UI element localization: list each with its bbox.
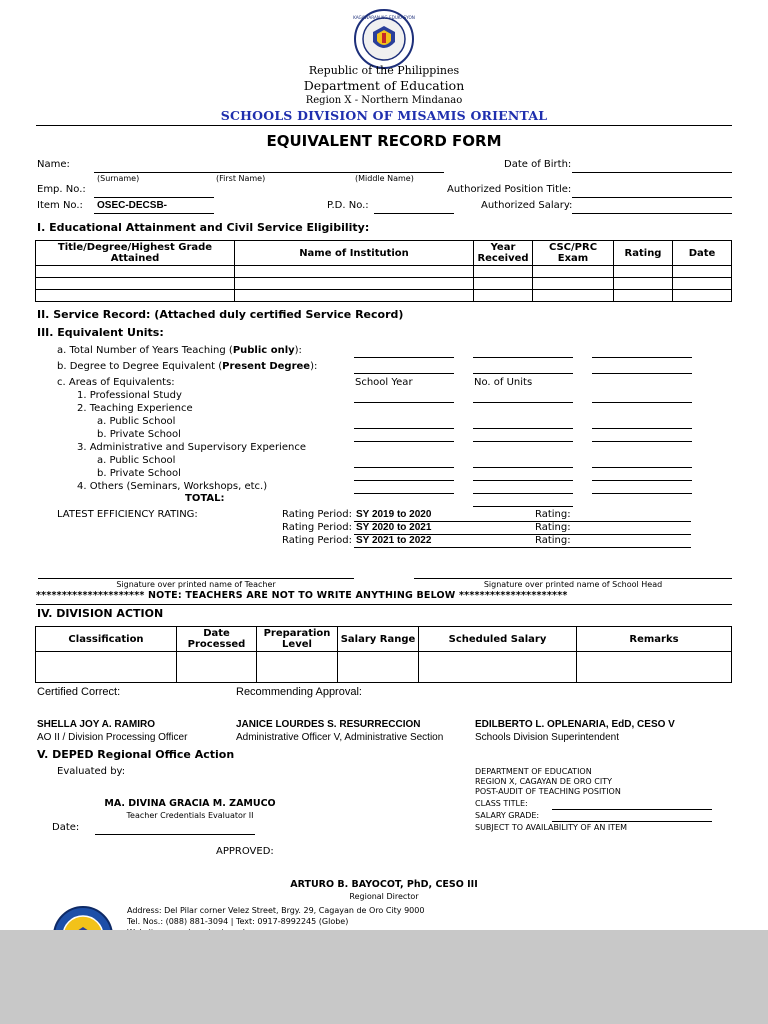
fill-line[interactable] [592,402,692,403]
rating-label-2: Rating: [535,522,571,533]
certified-correct: Certified Correct: [37,686,121,698]
item-3b: b. Private School [97,468,181,479]
fill-line[interactable] [592,467,692,468]
education-table [35,240,732,302]
deped-seal [353,8,415,70]
section3-title: III. Equivalent Units: [37,326,164,339]
fill-line[interactable] [473,373,573,374]
school-year-header: School Year [355,377,413,388]
date-line[interactable] [95,834,255,835]
fill-line[interactable] [592,441,692,442]
fill-line[interactable] [354,402,454,403]
approved-label: APPROVED: [216,846,274,857]
teacher-signature-caption: Signature over printed name of Teacher [116,580,276,589]
fill-line[interactable] [354,357,454,358]
section5-title: V. DEPED Regional Office Action [37,748,235,761]
fill-line[interactable] [354,428,454,429]
fill-line[interactable] [592,493,692,494]
header-rule [36,125,732,126]
note-rule [36,604,732,605]
rating-line-3[interactable] [354,547,691,548]
salary-grade-label: SALARY GRADE: [475,811,540,820]
right-line-3: POST-AUDIT OF TEACHING POSITION [475,787,621,796]
teacher-signature-line[interactable] [38,578,354,579]
sig1-title: AO II / Division Processing Officer [37,732,188,743]
edu-col-rating: Rating [614,241,673,266]
form-title: EQUIVALENT RECORD FORM [266,132,502,150]
dob-line[interactable] [572,172,732,173]
item-3: 3. Administrative and Supervisory Experience [77,442,306,453]
fill-line[interactable] [473,428,573,429]
auth-position-line[interactable] [572,197,732,198]
surname-caption: (Surname) [97,174,140,183]
firstname-caption: (First Name) [216,174,266,183]
div-col-salary-range: Salary Range [338,627,419,652]
sig1-name: SHELLA JOY A. RAMIRO [37,719,155,730]
edu-col-exam: CSC/PRC Exam [533,241,614,266]
table-row [36,290,732,302]
right-line-2: REGION X, CAGAYAN DE ORO CITY [475,777,612,786]
fill-line[interactable] [592,480,692,481]
header-department: Department of Education [303,78,465,93]
rating-period-3: SY 2021 to 2022 [356,535,432,546]
table-row [36,278,732,290]
item-b-label: b. Degree to Degree Equivalent (Present Degree): [57,361,318,372]
auth-salary-label: Authorized Salary: [481,200,573,211]
section1-title: I. Educational Attainment and Civil Service Eligibility: [37,221,370,234]
name-label: Name: [37,159,70,170]
subject-note: SUBJECT TO AVAILABILITY OF AN ITEM [475,823,628,832]
sig3-title: Schools Division Superintendent [475,732,619,743]
div-col-scheduled-salary: Scheduled Salary [419,627,577,652]
rating-period-label-1: Rating Period: [282,509,352,520]
rating-period-2: SY 2020 to 2021 [356,522,432,533]
fill-line[interactable] [354,441,454,442]
total-label: TOTAL: [185,493,225,504]
division-action-table [35,626,732,683]
header-region: Region X - Northern Mindanao [305,95,463,106]
sig2-title: Administrative Officer V, Administrative Section [236,732,444,743]
teacher-note: ********************* NOTE: TEACHERS ARE NOT TO WRITE ANYTHING BELOW ********************* [36,590,568,601]
fill-line[interactable] [592,373,692,374]
middlename-caption: (Middle Name) [355,174,414,183]
pd-label: P.D. No.: [327,200,369,211]
head-signature-caption: Signature over printed name of School Head [483,580,663,589]
emp-label: Emp. No.: [37,184,86,195]
fill-line[interactable] [592,357,692,358]
fill-line[interactable] [354,493,454,494]
edu-col-date: Date [673,241,732,266]
no-units-header: No. of Units [474,377,533,388]
item-a-label: a. Total Number of Years Teaching (Public only): [57,345,302,356]
edu-col-institution: Name of Institution [235,241,474,266]
item-2b: b. Private School [97,429,181,440]
item-2: 2. Teaching Experience [77,403,193,414]
item-4: 4. Others (Seminars, Workshops, etc.) [77,481,268,492]
item-label: Item No.: [37,200,83,211]
rating-label-1: Rating: [535,509,571,520]
edu-col-year: Year Received [474,241,533,266]
rating-period-label-2: Rating Period: [282,522,352,533]
pd-line[interactable] [374,213,454,214]
fill-line[interactable] [354,467,454,468]
name-line[interactable] [94,172,444,173]
sig2-name: JANICE LOURDES S. RESURRECCION [236,719,421,730]
class-title-line[interactable] [552,809,712,810]
fill-line[interactable] [354,480,454,481]
sig3-name: EDILBERTO L. OPLENARIA, EdD, CESO V [475,719,675,730]
fill-line[interactable] [473,480,573,481]
rating-period-1: SY 2019 to 2020 [356,509,432,520]
class-title-label: CLASS TITLE: [475,799,528,808]
page-bottom-background [0,930,768,1024]
rd-title: Regional Director [349,892,419,901]
header-republic: Republic of the Philippines [308,64,460,77]
total-line[interactable] [473,506,573,507]
rating-label-3: Rating: [535,535,571,546]
div-col-date: Date Processed [177,627,257,652]
div-col-classification: Classification [36,627,177,652]
item-value: OSEC-DECSB- [97,200,168,211]
item-2a: a. Public School [97,416,176,427]
efficiency-label: LATEST EFFICIENCY RATING: [57,509,198,520]
dob-label: Date of Birth: [504,159,572,170]
section2-title: II. Service Record: (Attached duly certified Service Record) [37,308,404,321]
evaluated-by: Evaluated by: [57,766,126,777]
item-line[interactable] [94,213,214,214]
emp-line[interactable] [94,197,214,198]
div-col-remarks: Remarks [577,627,732,652]
fill-line[interactable] [354,373,454,374]
division-name: SCHOOLS DIVISION OF MISAMIS ORIENTAL [220,108,548,123]
div-col-preparation: Preparation Level [257,627,338,652]
section4-title: IV. DIVISION ACTION [37,607,164,620]
edu-col-title: Title/Degree/Highest Grade Attained [36,241,235,266]
auth-salary-line[interactable] [572,213,732,214]
fill-line[interactable] [592,428,692,429]
salary-grade-line[interactable] [552,821,712,822]
evaluator-name: MA. DIVINA GRACIA M. ZAMUCO [104,798,276,809]
item-1: 1. Professional Study [77,390,182,401]
footer-address: Address: Del Pilar corner Velez Street, Brgy. 29, Cagayan de Oro City 9000 [127,906,425,915]
footer-tel: Tel. Nos.: (088) 881-3094 | Text: 0917-8992245 (Globe) [127,917,349,926]
rd-name: ARTURO B. BAYOCOT, PhD, CESO III [290,879,478,890]
table-row [36,266,732,278]
fill-line[interactable] [473,467,573,468]
fill-line[interactable] [473,357,573,358]
head-signature-line[interactable] [414,578,732,579]
item-c-label: c. Areas of Equivalents: [57,377,175,388]
seal-text: KAGAWARAN NG EDUKASYON [353,15,415,20]
recommending-approval: Recommending Approval: [236,686,362,698]
auth-position-label: Authorized Position Title: [447,184,572,195]
item-3a: a. Public School [97,455,176,466]
fill-line[interactable] [473,493,573,494]
rating-period-label-3: Rating Period: [282,535,352,546]
table-row [36,652,732,683]
right-line-1: DEPARTMENT OF EDUCATION [475,767,592,776]
fill-line[interactable] [473,402,573,403]
evaluator-title: Teacher Credentials Evaluator II [126,811,254,820]
date-label: Date: [52,822,80,833]
fill-line[interactable] [473,441,573,442]
